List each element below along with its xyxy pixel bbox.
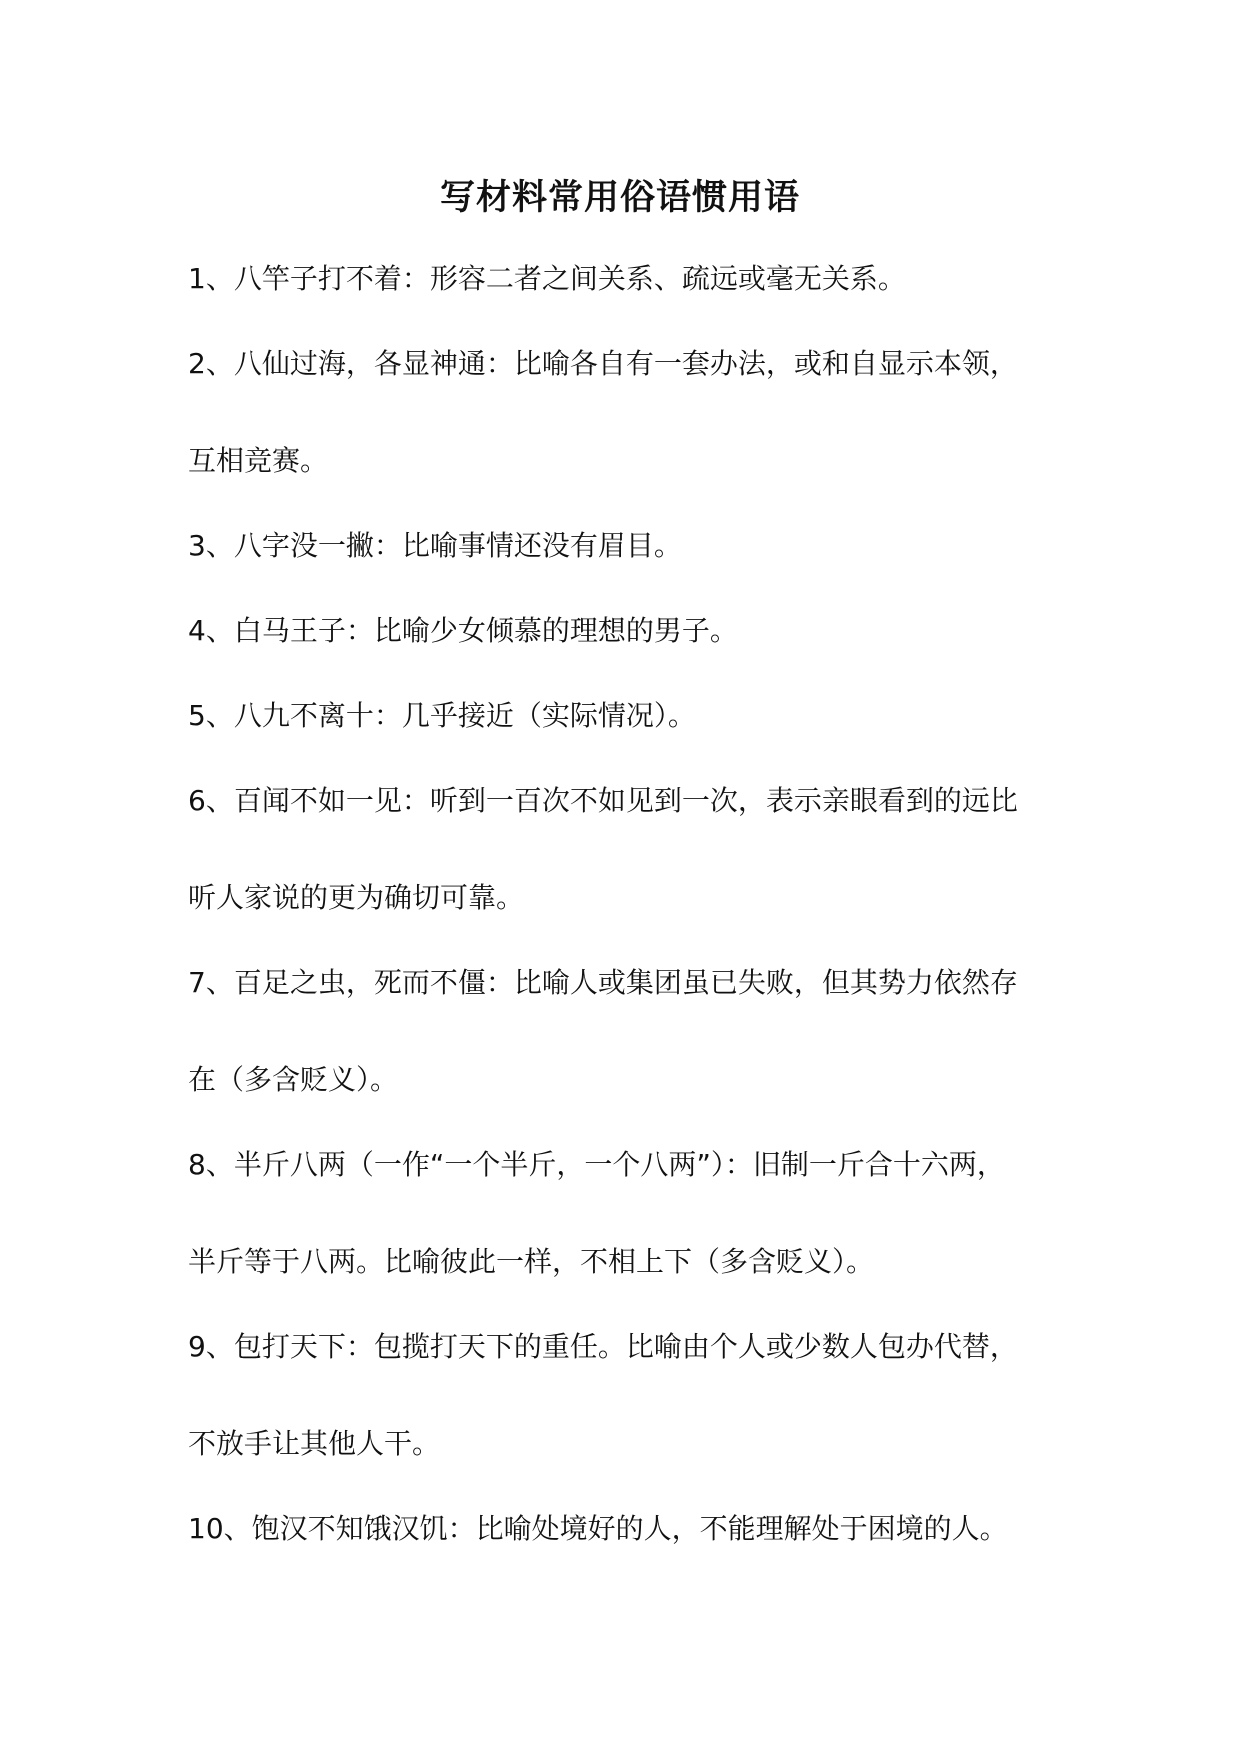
entry-line-continued: 半斤等于八两。比喻彼此一样，不相上下（多含贬义）。 — [188, 1245, 875, 1278]
idiom-entry — [188, 693, 1128, 738]
entry-line: 2、八仙过海，各显神通：比喻各自有一套办法，或和自显示本领， — [188, 347, 1018, 380]
idiom-entry — [188, 341, 1128, 483]
idiom-entry — [188, 1506, 1128, 1551]
entry-line-continued: 不放手让其他人干。 — [188, 1427, 441, 1460]
entry-line: 7、百足之虫，死而不僵：比喻人或集团虽已失败，但其势力依然存 — [188, 966, 1018, 999]
entry-line-continued: 互相竞赛。 — [188, 444, 329, 477]
entry-line: 10、饱汉不知饿汉饥：比喻处境好的人，不能理解处于困境的人。 — [188, 1512, 1008, 1545]
idiom-entry — [188, 608, 1128, 653]
idiom-entry — [188, 960, 1128, 1102]
idiom-entry — [188, 1324, 1128, 1466]
entry-line-continued: 在（多含贬义）。 — [188, 1063, 399, 1096]
entry-line: 4、白马王子：比喻少女倾慕的理想的男子。 — [188, 614, 738, 647]
entry-line: 8、半斤八两（一作“一个半斤，一个八两”）：旧制一斤合十六两， — [188, 1148, 1005, 1181]
entry-line: 6、百闻不如一见：听到一百次不如见到一次，表示亲眼看到的远比 — [188, 784, 1018, 817]
idiom-list — [188, 256, 1128, 1551]
idiom-entry — [188, 1142, 1128, 1284]
entry-line: 1、八竿子打不着：形容二者之间关系、疏远或毫无关系。 — [188, 262, 906, 295]
entry-line: 3、八字没一撇：比喻事情还没有眉目。 — [188, 529, 682, 562]
entry-line: 5、八九不离十：几乎接近（实际情况）。 — [188, 699, 696, 732]
idiom-entry — [188, 523, 1128, 568]
document-title: 写材料常用俗语惯用语 — [439, 178, 800, 218]
idiom-entry — [188, 778, 1128, 920]
entry-line: 9、包打天下：包揽打天下的重任。比喻由个人或少数人包办代替， — [188, 1330, 1018, 1363]
idiom-entry — [188, 256, 1128, 301]
entry-line-continued: 听人家说的更为确切可靠。 — [188, 881, 525, 914]
